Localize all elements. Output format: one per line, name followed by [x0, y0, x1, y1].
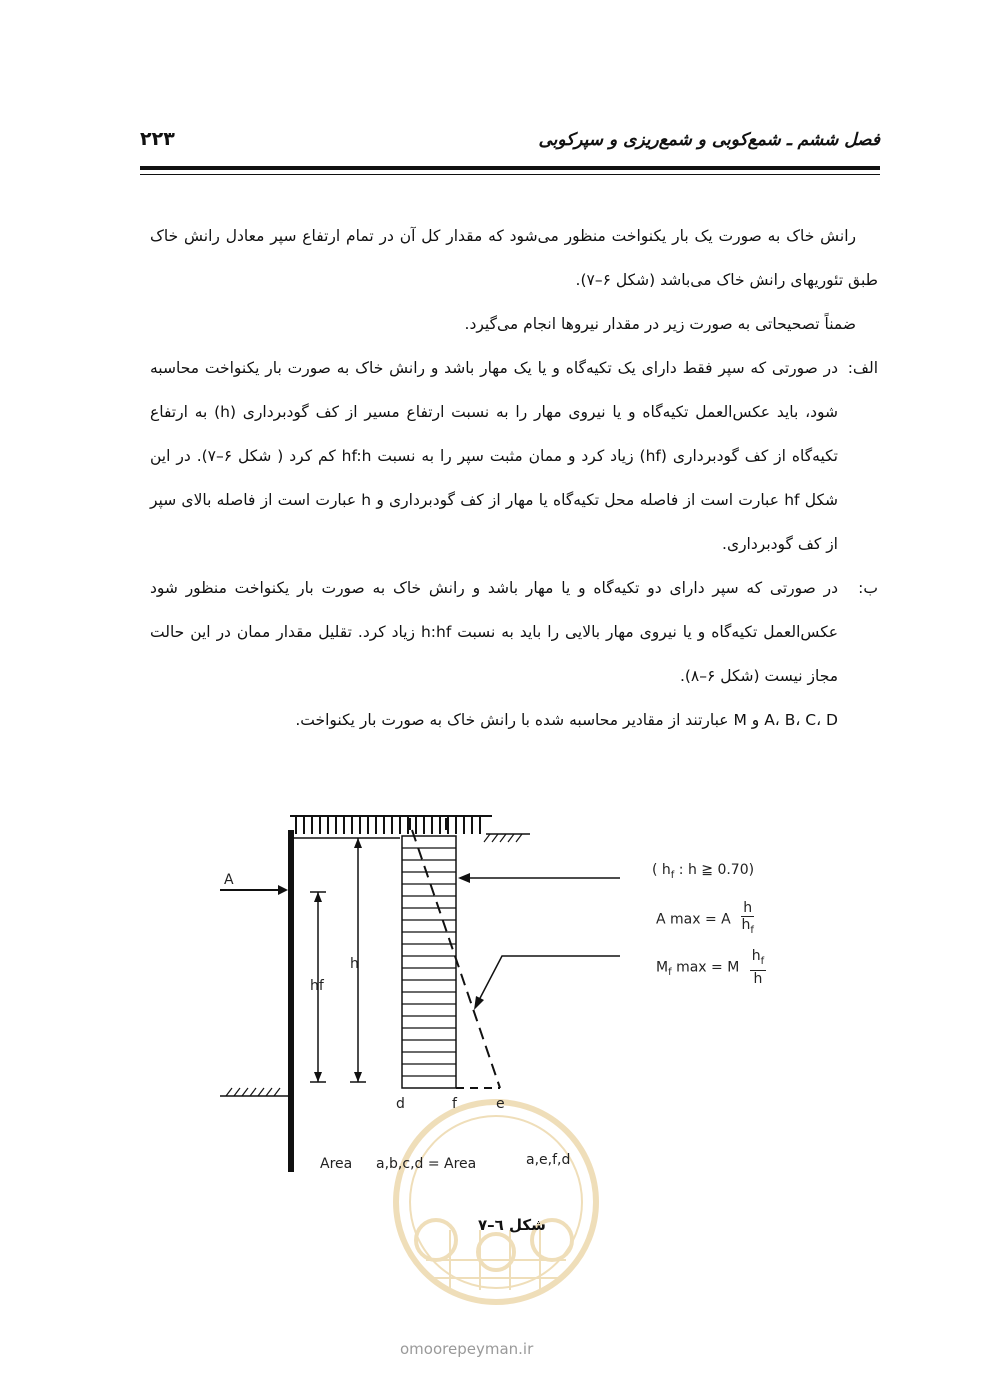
paragraph-1: رانش خاک به صورت یک بار یکنواخت منظور می‌شود که مقدار کل آن در تمام ارتفاع سپر معادل رانش خاک طبق تئوریهای رانش خاک می‌باشد (شکل ۶–۷).	[150, 227, 878, 289]
paragraph-last: A، B، C، D و M عبارتند از مقادیر محاسبه شده با رانش خاک به صورت بار یکنواخت.	[295, 711, 838, 729]
watermark-seal	[396, 1102, 596, 1302]
figure-6-7	[200, 790, 800, 1330]
surcharge-hatch	[296, 816, 480, 834]
label-A: A	[224, 872, 234, 888]
label-d: d	[396, 1096, 405, 1112]
list-item-b-tag: ب:	[858, 579, 878, 597]
label-hf: hf	[310, 978, 324, 994]
area-equation: a,b,c,d = Area	[376, 1156, 477, 1172]
list-item-b	[150, 566, 878, 698]
area-rhs: a,e,f,d	[526, 1152, 571, 1168]
formula-mmax: $M_f$ max = M $\frac{h_f}{h}$	[656, 948, 765, 987]
list-item-b-text: در صورتی که سپر دارای دو تکیه‌گاه و یا مهار باشد و رانش خاک به صورت بار یکنواخت منظور شود عکس‌العمل تکیه‌گاه و یا نیروی مهار بالایی را باید به نسبت h:hf زیاد کرد. تقلیل مقدار ممان در این حالت مجاز نیست (شکل ۶–۸).	[150, 579, 839, 685]
body-text	[150, 214, 878, 742]
paragraph-2: ضمناً تصحیحاتی به صورت زیر در مقدار نیروها انجام می‌گیرد.	[464, 315, 856, 333]
chapter-title: فصل ششم ـ شمع‌کوبی و شمع‌ریزی و سپرکوبی	[538, 130, 880, 150]
list-item-a	[150, 346, 878, 566]
formula-condition: ( $h_f$ : h ≧ 0.70)	[652, 862, 755, 881]
page-number: ۲۲۳	[140, 128, 175, 150]
page-header	[140, 128, 880, 162]
label-e: e	[496, 1096, 505, 1112]
uniform-load-block	[402, 836, 456, 1088]
figure-caption: شکل ٦–٧	[478, 1216, 546, 1234]
watermark-url: omoorepeyman.ir	[400, 1340, 534, 1358]
header-rule-thick	[140, 166, 880, 170]
formula-amax: A max = A $\frac{h}{h_f}$	[656, 900, 754, 936]
list-item-a-text: در صورتی که سپر فقط دارای یک تکیه‌گاه و یا یک مهار باشد و رانش خاک به صورت بار یکنواخت محاسبه شود، باید عکس‌العمل تکیه‌گاه و یا نیروی مهار را به نسبت ارتفاع مسیر از کف گودبرداری (h) به ارتفاع تکیه‌گاه از کف گودبرداری (hf) زیاد کرد و ممان مثبت سپر را به نسبت hf:h کم کرد ( شکل ۶–۷). در این شکل hf عبارت است از فاصله محل تکیه‌گاه یا مهار از کف گودبرداری و h عبارت است از فاصله بالای سپر از کف گودبرداری.	[150, 359, 838, 553]
area-word: Area	[320, 1156, 353, 1172]
list-item-a-tag: الف:	[847, 359, 878, 377]
sheet-pile	[288, 830, 294, 1172]
header-rule-thin	[140, 174, 880, 175]
label-h: h	[350, 956, 359, 972]
label-f: f	[452, 1096, 457, 1112]
